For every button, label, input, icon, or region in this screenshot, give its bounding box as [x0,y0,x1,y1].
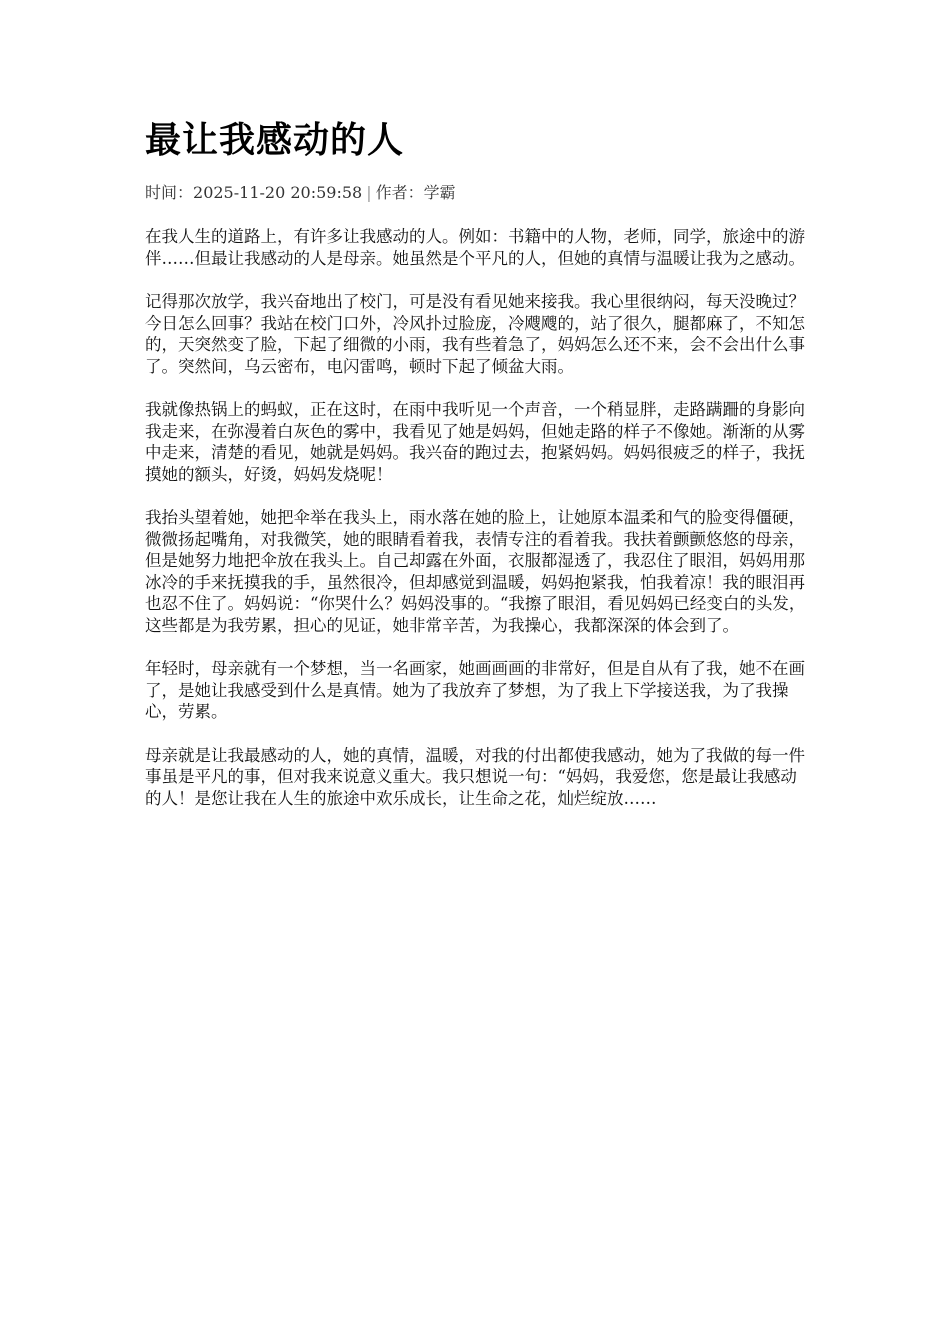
paragraph: 母亲就是让我最感动的人，她的真情，温暖，对我的付出都使我感动，她为了我做的每一件事虽是平凡的事，但对我来说意义重大。我只想说一句：“妈妈，我爱您，您是最让我感动的人！是您让我在人生的旅途中欢乐成长，让生命之花，灿烂绽放…… [145,745,805,808]
article [145,118,810,831]
article-meta [145,182,810,204]
paragraph: 在我人生的道路上，有许多让我感动的人。例如：书籍中的人物，老师，同学，旅途中的游伴……但最让我感动的人是母亲。她虽然是个平凡的人，但她的真情与温暖让我为之感动。 [145,227,805,268]
time-label: 时间： [145,183,194,202]
paragraph: 记得那次放学，我兴奋地出了校门，可是没有看见她来接我。我心里很纳闷，每天没晚过？今日怎么回事？我站在校门口外，冷风扑过脸庞，冷飕飕的，站了很久，腿都麻了，不知怎的，天突然变了脸，下起了细微的小雨，我有些着急了，妈妈怎么还不来，会不会出什么事了。突然间，乌云密布，电闪雷鸣，顿时下起了倾盆大雨。 [145,292,805,376]
author-value: 学霸 [423,183,456,202]
paragraph: 我就像热锅上的蚂蚁，正在这时，在雨中我听见一个声音，一个稍显胖，走路蹒跚的身影向我走来，在弥漫着白灰色的雾中，我看见了她是妈妈，但她走路的样子不像她。渐渐的从雾中走来，清楚的看见，她就是妈妈。我兴奋的跑过去，抱紧妈妈。妈妈很疲乏的样子，我抚摸她的额头，好烫，妈妈发烧呢！ [145,400,805,484]
meta-separator: | [366,183,372,202]
author-label: 作者： [375,183,424,202]
article-title: 最让我感动的人 [145,119,405,161]
article-body [145,226,810,809]
time-value: 2025-11-20 20:59:58 [193,183,363,202]
paragraph: 我抬头望着她，她把伞举在我头上，雨水落在她的脸上，让她原本温柔和气的脸变得僵硬，微微扬起嘴角，对我微笑，她的眼睛看着我，表情专注的看着我。我扶着颤颤悠悠的母亲，但是她努力地把伞放在我头上。自己却露在外面，衣服都湿透了，我忍住了眼泪，妈妈用那冰冷的手来抚摸我的手，虽然很冷，但却感觉到温暖，妈妈抱紧我，怕我着凉！我的眼泪再也忍不住了。妈妈说：“你哭什么？妈妈没事的。“我擦了眼泪，看见妈妈已经变白的头发，这些都是为我劳累，担心的见证，她非常辛苦，为我操心，我都深深的体会到了。 [145,508,806,635]
paragraph: 年轻时，母亲就有一个梦想，当一名画家，她画画画的非常好，但是自从有了我，她不在画了，是她让我感受到什么是真情。她为了我放弃了梦想，为了我上下学接送我，为了我操心，劳累。 [145,659,805,721]
